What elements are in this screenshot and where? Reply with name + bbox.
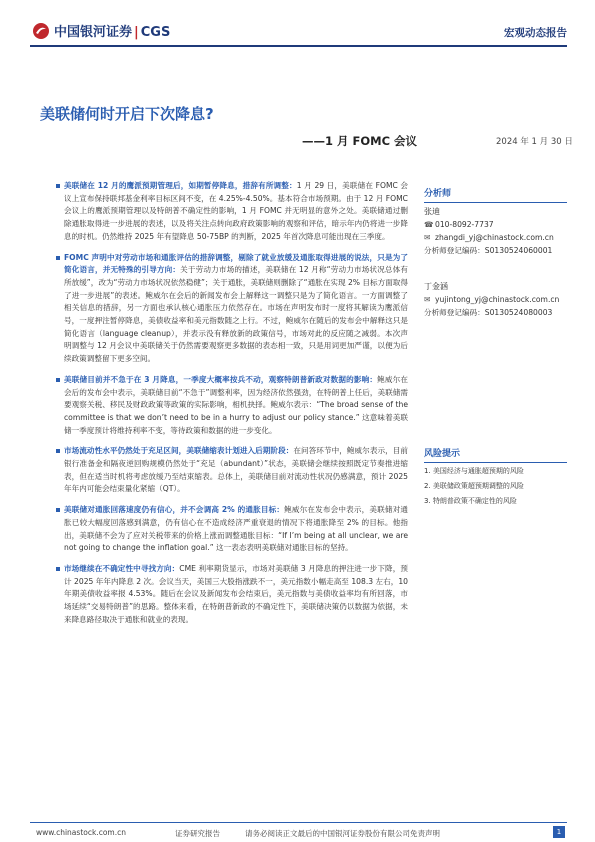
footer-brand: 证券研究报告 <box>175 829 220 838</box>
analyst-cert: 分析师登记编码：S0130524060001 <box>424 246 553 255</box>
paragraph-lead: 美联储在 12 月的鹰派预期管理后，如期暂停降息，措辞有所调整： <box>64 181 297 190</box>
paragraph-text: CME 利率期货显示，市场对美联储 3 月降息的押注进一步下降，预计 2025 年年内降息 2 次。会议当天，美国三大股指涨跌不一，美元指数小幅走高至 108.3 左右，10 年期美债收益率报 4.53%。随后在会议及新闻发布会结束后，美元指数与美债收益率均有所回落，市场延续“交易特朗普”的思路。整体来看，在特朗普新政的不确定性下，美联储决策仍以数据为依据，未来降息路径取决于通胀和就业的表现。 <box>64 563 408 624</box>
risk-item: 2. 美联储政策超预期调整的风险 <box>424 482 524 490</box>
analyst-name: 丁金涵 <box>424 282 448 291</box>
paragraph <box>64 563 408 627</box>
paragraph <box>64 252 408 366</box>
bullet-icon <box>56 449 60 453</box>
risk-item: 3. 特朗普政策不确定性的风险 <box>424 497 517 505</box>
page-title: 美联储何时开启下次降息? <box>40 105 214 123</box>
email-icon: ✉ <box>424 295 431 304</box>
bullet-icon <box>56 184 60 188</box>
analyst-card <box>424 280 559 319</box>
paragraph <box>64 445 408 496</box>
logo-cn: 中国银河证券 <box>54 25 133 40</box>
page-number: 1 <box>553 826 565 838</box>
paragraph-lead: 美联储对通胀回落速度仍有信心，并不会调高 2% 的通胀目标： <box>64 505 285 515</box>
paragraph <box>64 180 408 244</box>
bullet-icon <box>56 508 60 512</box>
footer-website-link[interactable]: www.chinastock.com.cn <box>36 828 126 837</box>
footer-disclaimer: 请务必阅读正文最后的中国银河证券股份有限公司免责声明 <box>245 829 440 838</box>
report-type: 宏观动态报告 <box>504 27 567 39</box>
paragraph-lead: 市场流动性水平仍然处于充足区间，美联储缩表计划进入后期阶段： <box>64 446 294 456</box>
phone-icon: ☎ <box>424 220 434 229</box>
bullet-icon <box>56 256 60 260</box>
risk-heading: 风险提示 <box>424 446 567 463</box>
analyst-email[interactable]: ✉ zhangdi_yj@chinastock.com.cn <box>424 233 554 242</box>
paragraph-text: 1 月 29 日，美联储在 FOMC 会议上宣布保持联邦基金利率目标区间不变，在 4.25%-4.50%。基本符合市场预期。由于 12 月 FOMC 会议上的鹰派预期管理以及特朗普不确定性的影响，1 月 FOMC 并无明显的意外之处。美联储通过删除通胀取得进一步进展的表述，以及将关注点转向政府政策影响的观察和评估，暗示年内仍将进一步降息的时机。仍然维持 2025 年有望降息 50-75BP 的判断，2025 年首次降息可能出现在三季度。 <box>64 181 408 241</box>
paragraph-lead: 美联储目前并不急于在 3 月降息，一季度大概率按兵不动，观察特朗普新政对数据的影响： <box>64 374 378 384</box>
paragraph-text: 关于劳动力市场的描述，美联储在 12 月称“劳动力市场状况总体有所放缓”，改为“劳动力市场状况依然稳健”；关于通胀，美联储则删除了“通胀在实现 2% 目标方面取得了进一步进展”的表述。鲍威尔在会后的新闻发布会上解释这一调整只是为了简化语言。一方面调整了相关信息的措辞，另一方面也承认核心通胀压力依然存在。市场在声明发布时一度将其解读为鹰派信号，一度押注暂停降息，美债收益率和美元指数随之上行。不过，鲍威尔在随后的发布会中解释这只是简化语言（language cleanup），并表示没有释放新的政策信号，市场对此的反应随之减弱。本次声明调整与 12 月会议中美联储关于仍然需要观察更多数据的表态相一致，只是用词更加严谨，以便为后续政策调整留下更多空间。 <box>64 265 409 364</box>
risk-item: 1. 美国经济与通胀超预期的风险 <box>424 467 524 475</box>
analyst-card <box>424 205 554 257</box>
analyst-phone: ☎ 010-8092-7737 <box>424 220 494 229</box>
logo-mark-icon <box>32 22 50 40</box>
logo-en: CGS <box>140 25 171 40</box>
paragraph-text: 鲍威尔在会后的发布会中表示，美联储目前“不急于”调整利率，因为经济依然强劲，在特朗普上任后，美联储需要观察关税、移民及财政政策等政策的实际影响，相机抉择。鲍威尔表示：“The broad sense of the committee is that we don’t need to be in a hurry to adjust our policy stance.” 这意味着美联储一季度预计将维持利率不变，等待政策和数据的进一步变化。 <box>64 374 409 435</box>
report-date: 2024 年 1 月 30 日 <box>496 137 573 147</box>
paragraph-text: 鲍威尔在发布会中表示，美联储对通胀已较大幅度回落感到满意，仍有信心在不造成经济严重衰退的情况下将通胀降至 2% 的目标。他指出，美联储不会为了应对关税带来的价格上涨而调整通胀目标：“If I’m being at all unclear, we are not going to change the inflation goal.” 这一表态表明美联储对通胀目标的坚持。 <box>64 505 408 553</box>
analyst-name: 张迪 <box>424 207 440 216</box>
paragraph-lead: 市场继续在不确定性中寻找方向： <box>64 563 180 573</box>
analyst-email[interactable]: ✉ yujintong_yj@chinastock.com.cn <box>424 295 560 304</box>
paragraph <box>64 374 408 438</box>
email-icon: ✉ <box>424 233 431 242</box>
page-subtitle: ——1 月 FOMC 会议 <box>302 134 418 148</box>
bullet-icon <box>56 567 60 571</box>
paragraph <box>64 504 408 555</box>
brand-logo <box>54 21 170 40</box>
logo-separator: | <box>134 25 139 40</box>
risk-list <box>424 464 567 509</box>
analyst-cert: 分析师登记编码：S0130524080003 <box>424 308 553 317</box>
bullet-icon <box>56 378 60 382</box>
main-body <box>64 180 408 635</box>
paragraph-lead: FOMC 声明中对劳动市场和通胀评估的措辞调整，剔除了就业放缓及通胀取得进展的说法，只是为了简化语言，并无特殊的引导方向： <box>64 252 408 275</box>
paragraph-text: 在问答环节中，鲍威尔表示，目前银行准备金和隔夜逆回购规模仍然处于“充足（abundant）”状态，美联储会继续按照既定节奏推进缩表，但在适当时机将考虑放缓乃至结束缩表。总体上，美联储目前对流动性状况仍感满意，预计 2025 年年内可能会结束量化紧缩（QT）。 <box>64 446 409 494</box>
analyst-heading: 分析师 <box>424 186 567 203</box>
footer-divider <box>30 822 567 823</box>
header-divider <box>30 45 567 47</box>
